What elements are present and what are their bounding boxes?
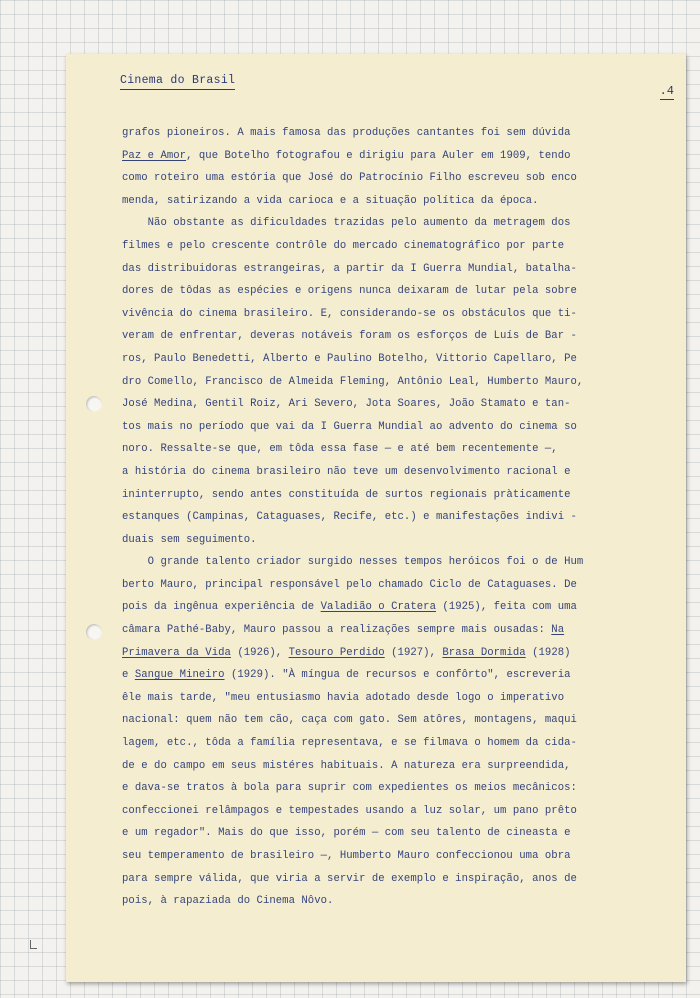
- text-segment: duais sem seguimento.: [122, 533, 257, 546]
- text-line: [122, 167, 677, 190]
- text-segment: confeccionei relâmpagos e tempestades usando a luz solar, um pano prêto: [122, 804, 577, 817]
- text-line: [122, 845, 677, 868]
- text-segment: e: [122, 669, 135, 682]
- text-line: [122, 416, 677, 439]
- text-line: [122, 664, 677, 687]
- text-line: [122, 642, 677, 665]
- text-line: [122, 303, 677, 326]
- text-line: [122, 438, 677, 461]
- film-title: Na: [551, 624, 565, 637]
- text-segment: pois, à rapaziada do Cinema Nôvo.: [122, 895, 334, 908]
- text-line: [122, 325, 677, 348]
- text-line: [122, 280, 677, 303]
- text-segment: de e do campo em seus mistéres habituais. A natureza era surpreendida,: [122, 759, 571, 772]
- text-segment: , que Botelho fotografou e dirigiu para Auler em 1909, tendo: [186, 149, 571, 162]
- text-segment: lagem, etc., tôda a família representava, e se filmava o homem da cida-: [122, 737, 577, 750]
- text-segment: (1927),: [384, 646, 443, 659]
- text-line: [122, 687, 677, 710]
- text-line: [122, 190, 677, 213]
- text-line: [122, 755, 677, 778]
- text-segment: seu temperamento de brasileiro —, Humberto Mauro confeccionou uma obra: [122, 850, 571, 862]
- text-segment: ininterrupto, sendo antes constituída de surtos regionais pràticamente: [122, 488, 571, 501]
- text-line: [122, 868, 677, 891]
- text-segment: menda, satirizando a vida carioca e a situação política da época.: [122, 194, 539, 207]
- text-line: [122, 348, 677, 371]
- text-segment: Não obstante as dificuldades trazidas pelo aumento da metragem dos: [122, 217, 571, 230]
- text-segment: berto Mauro, principal responsável pelo chamado Ciclo de Cataguases. De: [122, 578, 577, 591]
- text-segment: dro Comello, Francisco de Almeida Fleming, Antônio Leal, Humberto Mauro,: [122, 375, 584, 388]
- text-segment: (1926),: [230, 646, 289, 659]
- page-number: .4: [659, 84, 674, 98]
- body-text: [122, 122, 677, 913]
- text-line: [122, 800, 677, 823]
- text-line: [122, 777, 677, 800]
- text-line: [122, 484, 677, 507]
- text-line: [122, 890, 677, 913]
- film-title: Valadião o Cratera: [320, 601, 436, 614]
- text-line: [122, 145, 677, 168]
- text-segment: das distribuidoras estrangeiras, a partir da I Guerra Mundial, batalha-: [122, 262, 577, 275]
- film-title: Brasa Dormida: [442, 646, 526, 659]
- text-line: [122, 822, 677, 845]
- text-segment: nacional: quem não tem cão, caça com gato. Sem atôres, montagens, maqui: [122, 714, 577, 727]
- text-segment: a história do cinema brasileiro não teve um desenvolvimento racional e: [122, 465, 571, 478]
- text-line: [122, 732, 677, 755]
- text-line: [122, 551, 677, 574]
- text-segment: filmes e pelo crescente contrôle do mercado cinematográfico por parte: [122, 239, 565, 252]
- text-line: [122, 709, 677, 732]
- text-line: [122, 235, 677, 258]
- text-segment: noro. Ressalte-se que, em tôda essa fase — e até bem recentemente —,: [122, 443, 558, 456]
- text-line: [122, 574, 677, 597]
- text-segment: e dava-se tratos à bola para suprir com expedientes os meios mecânicos:: [122, 782, 577, 795]
- text-segment: ros, Paulo Benedetti, Alberto e Paulino Botelho, Vittorio Capellaro, Pe: [122, 352, 577, 365]
- text-line: [122, 258, 677, 281]
- text-line: [122, 371, 677, 394]
- text-segment: dores de tôdas as espécies e origens nunca deixaram de lutar pela sobre: [122, 285, 577, 298]
- margin-mark: [30, 940, 37, 949]
- text-segment: José Medina, Gentil Roiz, Ari Severo, Jota Soares, João Stamato e tan-: [122, 398, 571, 411]
- text-line: [122, 529, 677, 552]
- text-line: [122, 506, 677, 529]
- punch-hole: [86, 624, 102, 640]
- text-segment: estanques (Campinas, Cataguases, Recife, etc.) e manifestações indivi -: [122, 511, 577, 524]
- text-line: [122, 393, 677, 416]
- text-segment: (1929). "À míngua de recursos e confôrto", escreveria: [224, 669, 571, 682]
- text-segment: pois da ingênua experiência de: [122, 601, 321, 614]
- film-title: Paz e Amor: [122, 149, 187, 162]
- text-segment: câmara Pathé-Baby, Mauro passou a realizações sempre mais ousadas:: [122, 624, 552, 637]
- text-line: [122, 596, 677, 619]
- film-title: Primavera da Vida: [122, 646, 231, 659]
- text-segment: tos mais no período que vai da I Guerra Mundial ao advento do cinema so: [122, 420, 577, 433]
- text-segment: para sempre válida, que viria a servir de exemplo e inspiração, anos de: [122, 872, 577, 885]
- text-segment: veram de enfrentar, deveras notáveis foram os esforços de Luís de Bar -: [122, 330, 577, 343]
- text-segment: (1928): [525, 646, 571, 659]
- text-segment: grafos pioneiros. A mais famosa das produções cantantes foi sem dúvida: [122, 127, 571, 139]
- punch-hole: [86, 396, 102, 412]
- text-segment: como roteiro uma estória que José do Patrocínio Filho escreveu sob enco: [122, 172, 577, 185]
- film-title: Tesouro Perdido: [288, 646, 385, 659]
- text-segment: e um regador". Mais do que isso, porém — com seu talento de cineasta e: [122, 827, 571, 840]
- text-segment: (1925), feita com uma: [435, 601, 577, 614]
- text-segment: êle mais tarde, "meu entusiasmo havia adotado desde logo o imperativo: [122, 691, 565, 704]
- text-line: [122, 122, 677, 145]
- film-title: Sangue Mineiro: [134, 669, 225, 682]
- text-line: [122, 619, 677, 642]
- typewritten-page: [66, 54, 686, 982]
- text-segment: O grande talento criador surgido nesses tempos heróicos foi o de Hum: [122, 556, 584, 569]
- text-line: [122, 461, 677, 484]
- text-segment: vivência do cinema brasileiro. E, considerando-se os obstáculos que ti-: [122, 307, 577, 320]
- text-line: [122, 212, 677, 235]
- page-header-title: Cinema do Brasil: [120, 74, 235, 90]
